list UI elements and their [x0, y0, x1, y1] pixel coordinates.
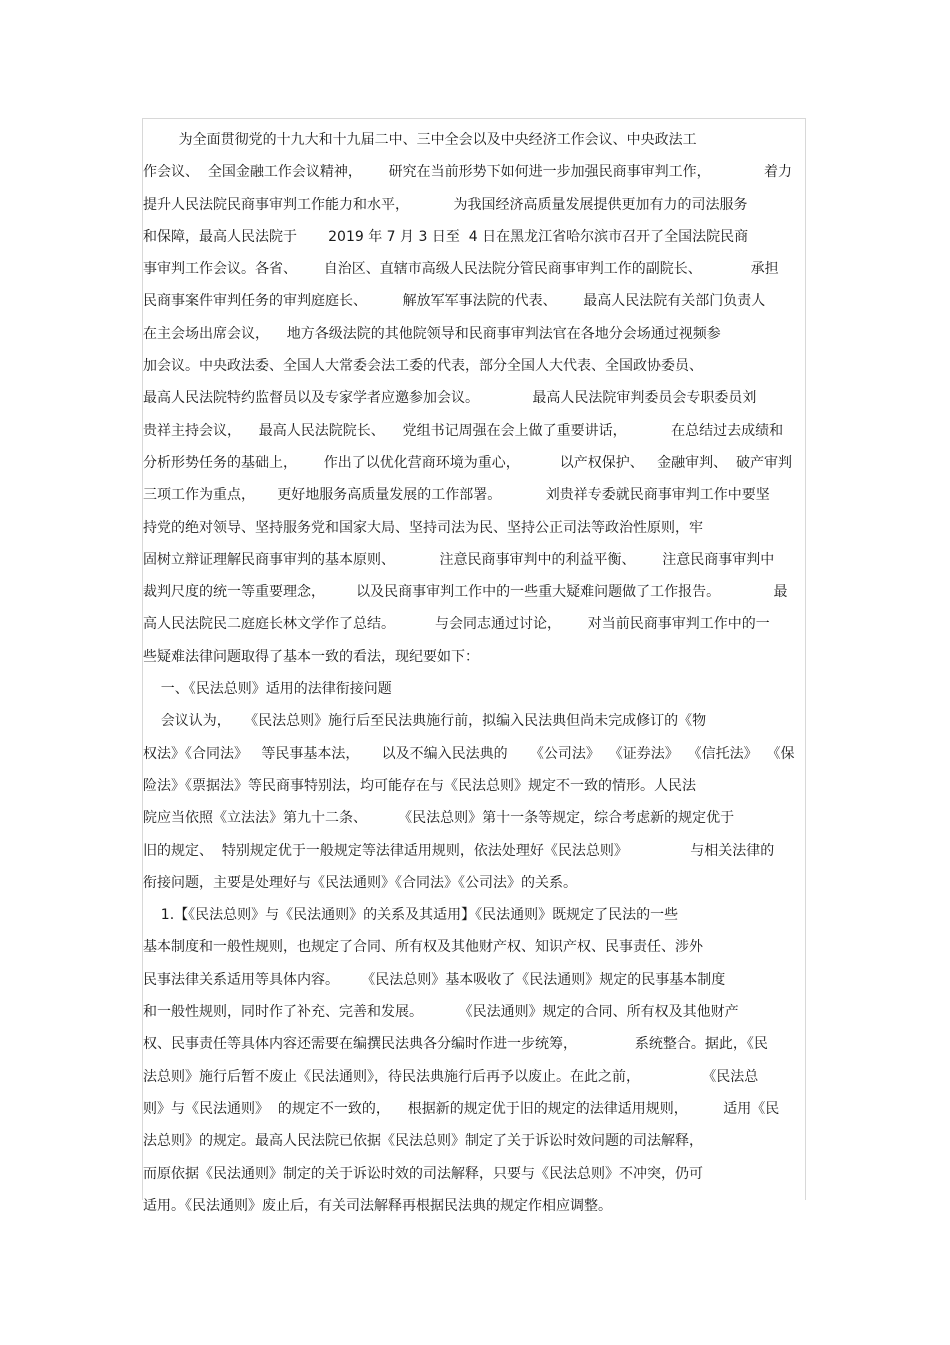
text-line: 固树立辩证理解民商事审判的基本原则、 注意民商事审判中的利益平衡、 注意民商事审判中: [143, 551, 775, 568]
text-line: 基本制度和一般性规则，也规定了合同、所有权及其他财产权、知识产权、民事责任、涉外: [143, 939, 703, 956]
text-line: 适用。《民法通则》废止后，有关司法解释再根据民法典的规定作相应调整。: [143, 1197, 612, 1214]
text-line: 权、民事责任等具体内容还需要在编撰民法典各分编时作进一步统筹， 系统整合。据此，《民: [143, 1036, 768, 1053]
text-line: 提升人民法院民商事审判工作能力和水平， 为我国经济高质量发展提供更加有力的司法服务: [143, 196, 748, 213]
text-line: 法总则》施行后暂不废止《民法通则》，待民法典施行后再予以废止。在此之前， 《民法总: [143, 1068, 759, 1085]
document-body: [143, 124, 805, 1222]
text-line: 持党的绝对领导、坚持服务党和国家大局、坚持司法为民、坚持公正司法等政治性原则，牢: [143, 519, 703, 536]
text-line: 法总则》的规定。最高人民法院已依据《民法总则》制定了关于诉讼时效问题的司法解释，: [143, 1133, 703, 1150]
text-line: 高人民法院民二庭庭长林文学作了总结。 与会同志通过讨论， 对当前民商事审判工作中的一: [143, 616, 770, 633]
text-line: 作会议、 全国金融工作会议精神， 研究在当前形势下如何进一步加强民商事审判工作， 着力: [143, 164, 793, 181]
text-line: 最高人民法院特约监督员以及专家学者应邀参加会议。 最高人民法院审判委员会专职委员刘: [143, 390, 757, 407]
text-line: 分析形势任务的基础上， 作出了以优化营商环境为重心， 以产权保护、 金融审判、 破产审判: [143, 454, 793, 471]
text-line: 为全面贯彻党的十九大和十九届二中、三中全会以及中央经济工作会议、中央政法工: [143, 132, 697, 148]
text-line: 些疑难法律问题取得了基本一致的看法，现纪要如下：: [143, 648, 479, 665]
text-line: 而原依据《民法通则》制定的关于诉讼时效的司法解释，只要与《民法总则》不冲突，仍可: [143, 1165, 703, 1182]
text-line: 和一般性规则，同时作了补充、完善和发展。 《民法通则》规定的合同、所有权及其他财产: [143, 1004, 739, 1021]
text-line: 加会议。中央政法委、全国人大常委会法工委的代表，部分全国人大代表、全国政协委员、: [143, 358, 703, 375]
text-line: 则》与《民法通则》 的规定不一致的， 根据新的规定优于旧的规定的法律适用规则， 适用《民: [143, 1100, 780, 1117]
text-line: 权法》《合同法》 等民事基本法， 以及不编入民法典的 《公司法》 《证券法》 《信托法》 《保: [143, 745, 795, 762]
text-line: 会议认为， 《民法总则》施行后至民法典施行前，拟编入民法典但尚未完成修订的《物: [143, 713, 707, 730]
text-line: 贵祥主持会议， 最高人民法院院长、 党组书记周强在会上做了重要讲话， 在总结过去成绩和: [143, 422, 784, 439]
text-line: 旧的规定、 特别规定优于一般规定等法律适用规则，依法处理好《民法总则》 与相关法律的: [143, 842, 775, 859]
text-line: 民事法律关系适用等具体内容。 《民法总则》基本吸收了《民法通则》规定的民事基本制度: [143, 971, 726, 988]
text-line: 1.【《民法总则》与《民法通则》的关系及其适用】《民法通则》既规定了民法的一些: [143, 907, 679, 924]
text-line: 事审判工作会议。各省、 自治区、直辖市高级人民法院分管民商事审判工作的副院长、 承担: [143, 261, 779, 278]
text-line: 三项工作为重点， 更好地服务高质量发展的工作部署。 刘贵祥专委就民商事审判工作中要坚: [143, 487, 770, 504]
text-line: 衔接问题，主要是处理好与《民法通则》《合同法》《公司法》的关系。: [143, 874, 577, 891]
text-line: 和保障，最高人民法院于 2019 年 7 月 3 日至 4 日在黑龙江省哈尔滨市召开了全国法院民商: [143, 228, 749, 245]
text-line: 险法》《票据法》等民商事特别法，均可能存在与《民法总则》规定不一致的情形。人民法: [143, 777, 696, 794]
text-line: 民商事案件审判任务的审判庭庭长、 解放军军事法院的代表、 最高人民法院有关部门负责人: [143, 293, 766, 310]
section-heading: 一、《民法总则》适用的法律衔接问题: [143, 681, 392, 698]
text-line: 院应当依照《立法法》第九十二条、 《民法总则》第十一条等规定，综合考虑新的规定优于: [143, 810, 735, 827]
text-line: 裁判尺度的统一等重要理念， 以及民商事审判工作中的一些重大疑难问题做了工作报告。 最: [143, 584, 788, 601]
text-line: 在主会场出席会议， 地方各级法院的其他院领导和民商事审判法官在各地分会场通过视频参: [143, 325, 721, 342]
